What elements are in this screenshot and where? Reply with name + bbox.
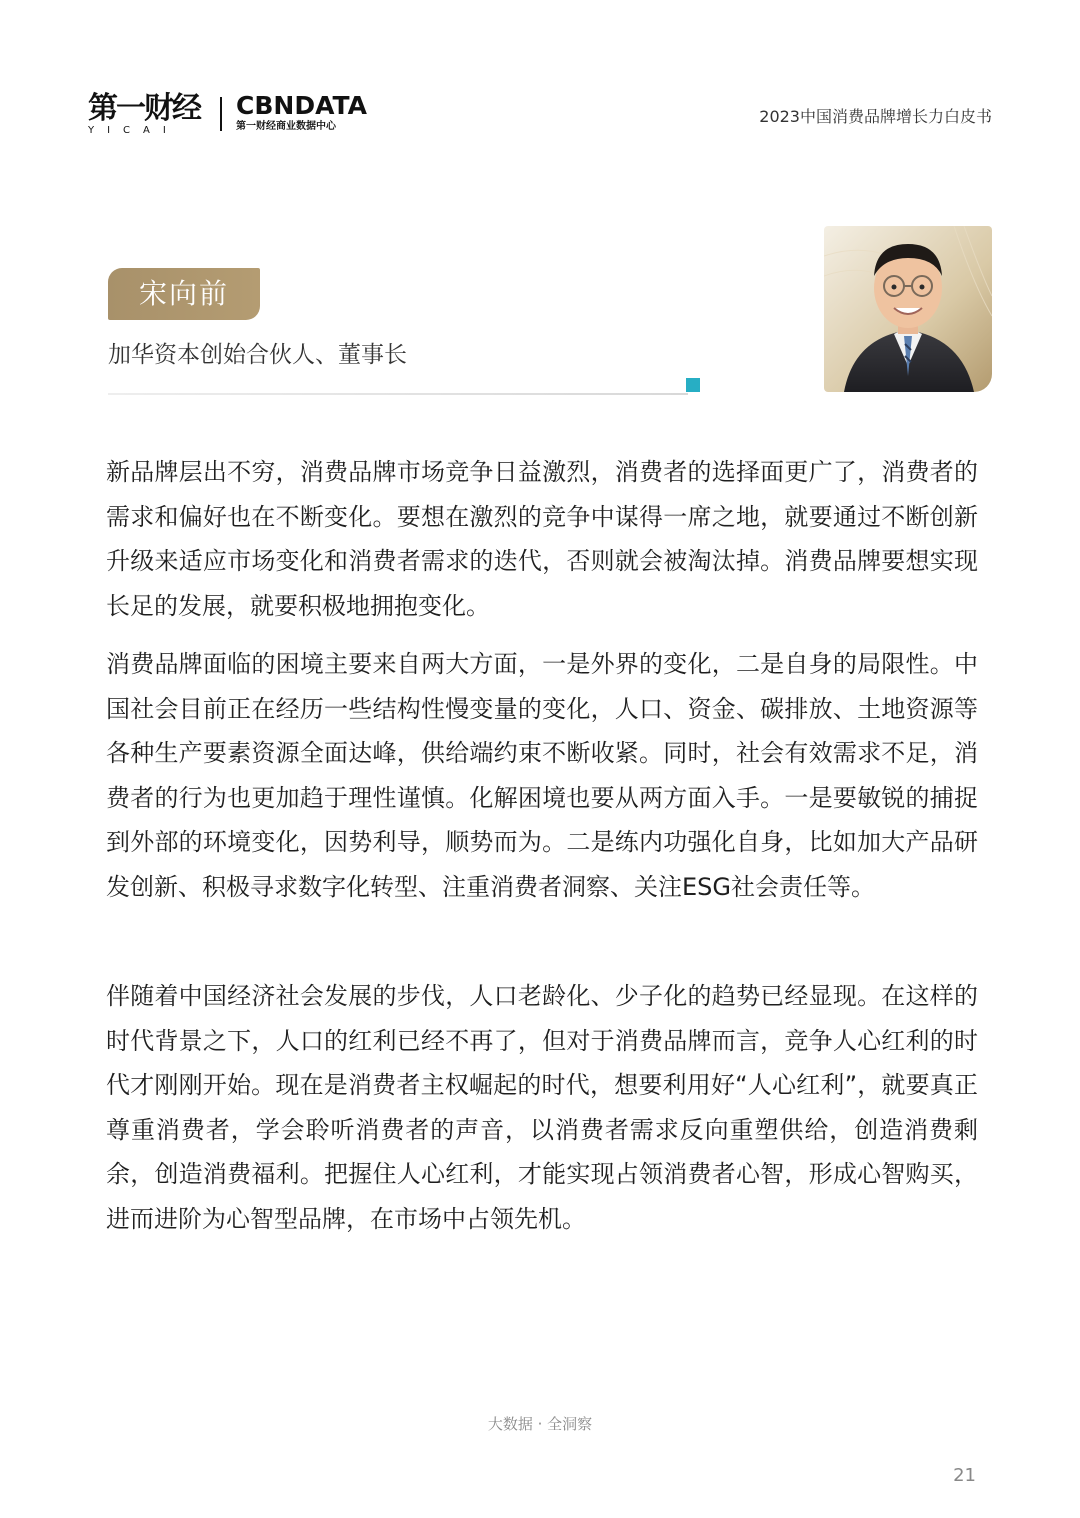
speaker-portrait	[824, 226, 992, 392]
page-number: 21	[953, 1465, 976, 1486]
yicai-logo-mark: 第一财经	[88, 91, 200, 126]
speaker-title: 加华资本创始合伙人、董事长	[108, 342, 407, 368]
yicai-logo-sub: YICAI	[88, 125, 179, 136]
yicai-logo	[88, 92, 210, 136]
body-paragraph-3: 伴随着中国经济社会发展的步伐，人口老龄化、少子化的趋势已经显现。在这样的时代背景之下，人口的红利已经不再了，但对于消费品牌而言，竞争人心红利的时代才刚刚开始。现在是消费者主权崛起的时代，想要利用好“人心红利”，就要真正尊重消费者，学会聆听消费者的声音，以消费者需求反向重塑供给，创造消费剩余，创造消费福利。把握住人心红利，才能实现占领消费者心智，形成心智购买，进而进阶为心智型品牌，在市场中占领先机。	[106, 982, 978, 1233]
cbndata-logo-mark: CBNDATA	[236, 91, 367, 120]
divider-accent-square	[686, 378, 700, 392]
portrait-illustration	[824, 226, 992, 392]
document-title: 2023中国消费品牌增长力白皮书	[759, 107, 992, 126]
logo-divider	[220, 97, 222, 131]
cbndata-logo	[236, 92, 376, 136]
divider-line	[108, 393, 688, 395]
footer-tagline: 大数据 · 全洞察	[487, 1415, 593, 1433]
cbndata-logo-sub: 第一财经商业数据中心	[236, 121, 336, 132]
body-paragraph-2: 消费品牌面临的困境主要来自两大方面，一是外界的变化，二是自身的局限性。中国社会目前正在经历一些结构性慢变量的变化，人口、资金、碳排放、土地资源等各种生产要素资源全面达峰，供给端约束不断收紧。同时，社会有效需求不足，消费者的行为也更加趋于理性谨慎。化解困境也要从两方面入手。一是要敏锐的捕捉到外部的环境变化，因势利导，顺势而为。二是练内功强化自身，比如加大产品研发创新、积极寻求数字化转型、注重消费者洞察、关注ESG社会责任等。	[106, 650, 978, 901]
body-paragraph-1: 新品牌层出不穷，消费品牌市场竞争日益激烈，消费者的选择面更广了，消费者的需求和偏好也在不断变化。要想在激烈的竞争中谋得一席之地，就要通过不断创新升级来适应市场变化和消费者需求的迭代，否则就会被淘汰掉。消费品牌要想实现长足的发展，就要积极地拥抱变化。	[106, 458, 978, 620]
speaker-name-tag: 宋向前	[108, 268, 260, 320]
